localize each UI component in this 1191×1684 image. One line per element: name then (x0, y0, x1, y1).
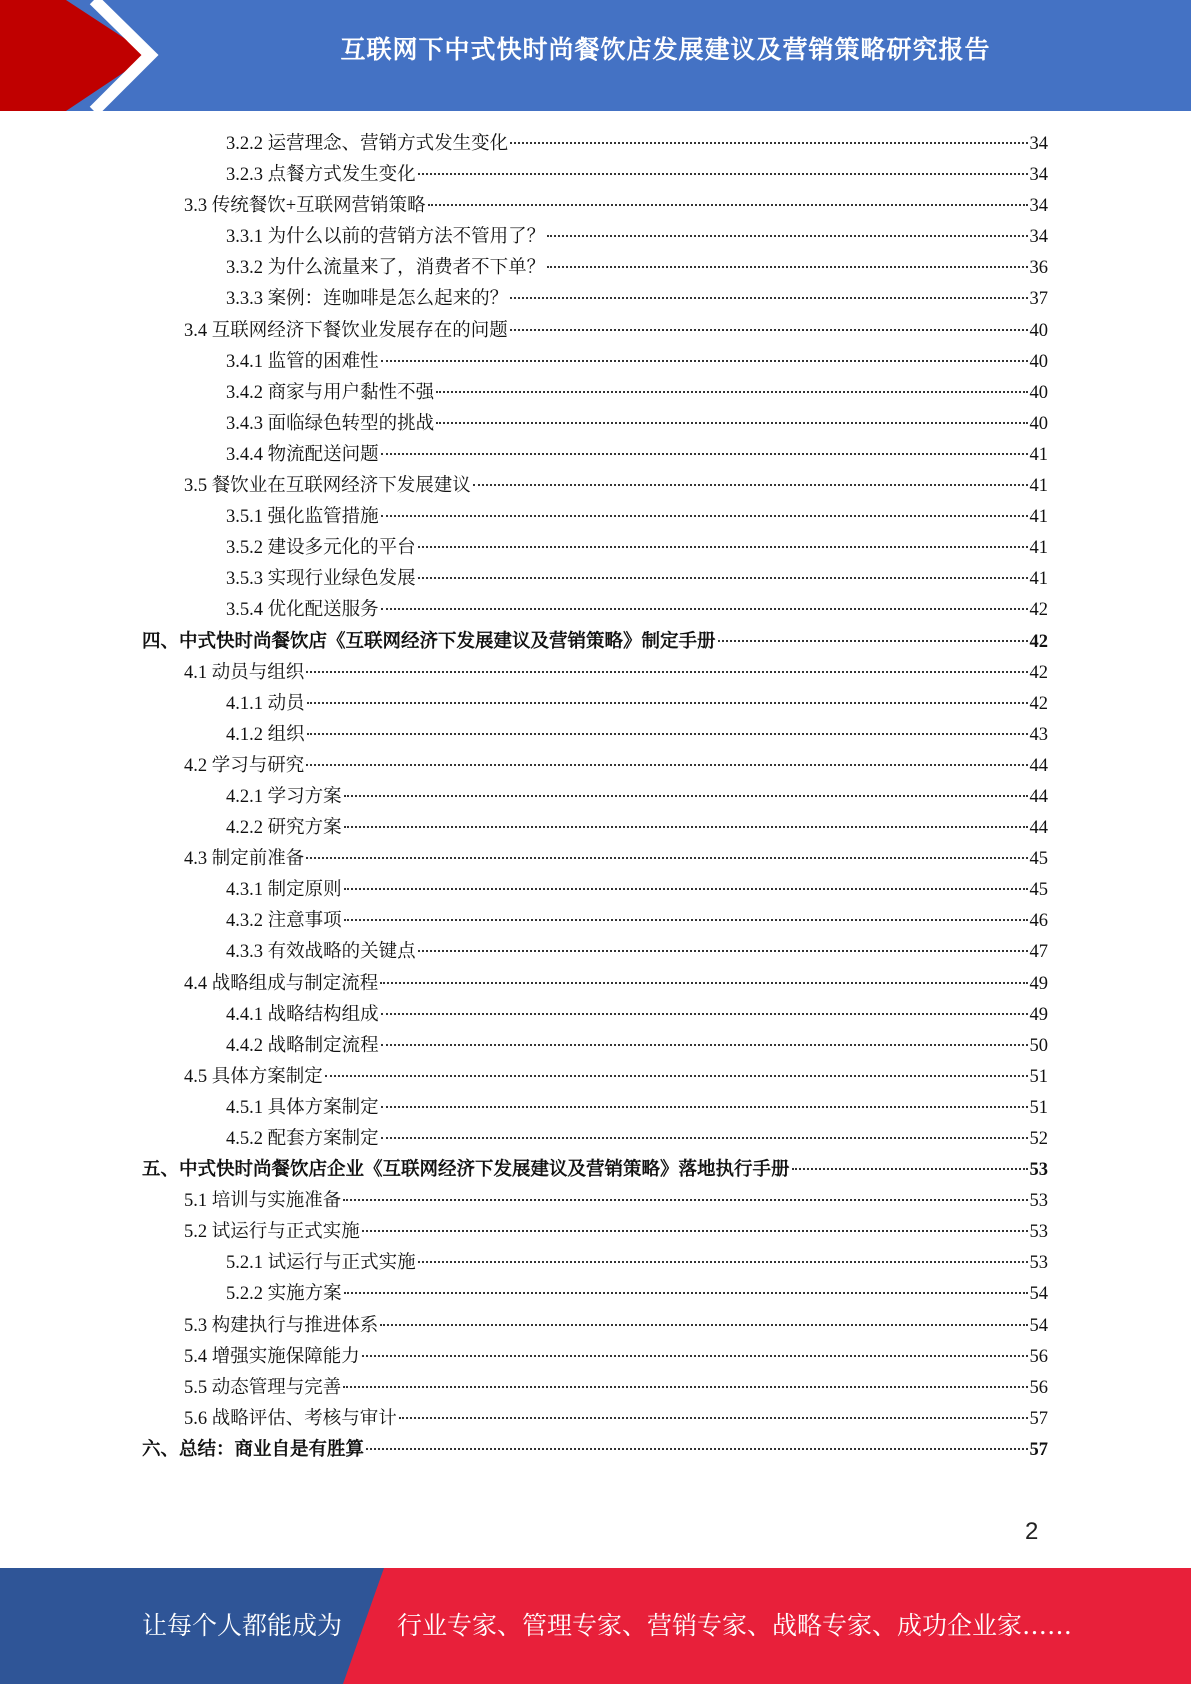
toc-entry-page: 42 (1029, 693, 1048, 714)
toc-entry-title: 实施方案 (267, 1284, 342, 1305)
toc-entry[interactable] (142, 1342, 1048, 1373)
toc-dot-leader (344, 918, 1028, 921)
footer-slogan-right: 行业专家、管理专家、营销专家、战略专家、成功企业家…… (397, 1611, 1073, 1640)
toc-entry-title: 动态管理与完善 (211, 1377, 342, 1398)
toc-entry-page: 41 (1029, 507, 1048, 528)
footer-slogan-left: 让每个人都能成为 (142, 1611, 343, 1640)
toc-entry-title: 试运行与正式实施 (211, 1222, 360, 1243)
toc-dot-leader (307, 732, 1028, 735)
toc-entry[interactable] (142, 1155, 1048, 1186)
toc-entry-number: 4.4 (184, 973, 212, 994)
toc-entry[interactable] (142, 1373, 1048, 1404)
toc-dot-leader (381, 1012, 1028, 1015)
toc-entry-page: 52 (1029, 1129, 1048, 1149)
toc-entry-title: 具体方案制定 (211, 1066, 323, 1087)
page-footer (0, 1568, 1191, 1684)
toc-entry-page: 44 (1029, 818, 1048, 839)
toc-entry-number: 5.4 (184, 1346, 212, 1367)
toc-entry[interactable] (142, 316, 1048, 347)
toc-entry[interactable] (142, 253, 1048, 284)
toc-entry-title: 学习与研究 (211, 755, 305, 776)
toc-dot-leader (381, 359, 1028, 362)
toc-entry-number: 4.3.3 (226, 942, 268, 963)
toc-entry[interactable] (142, 1248, 1048, 1279)
toc-entry-number: 4.4.1 (226, 1004, 268, 1025)
toc-entry-title: 商家与用户黏性不强 (267, 382, 435, 403)
toc-entry-title: 配套方案制定 (267, 1129, 379, 1149)
toc-entry-number: 4.1 (184, 662, 212, 683)
toc-dot-leader (325, 1074, 1028, 1077)
toc-entry[interactable] (142, 347, 1048, 378)
toc-entry[interactable] (142, 627, 1048, 658)
toc-entry-title: 战略评估、考核与审计 (211, 1408, 397, 1429)
toc-dot-leader (399, 1416, 1028, 1419)
toc-entry[interactable] (142, 906, 1048, 937)
toc-dot-leader (381, 1105, 1028, 1108)
toc-entry-number: 5.1 (184, 1191, 212, 1212)
toc-entry-title: 学习方案 (267, 786, 342, 807)
toc-entry-title: 制定前准备 (211, 849, 305, 870)
toc-entry[interactable] (142, 222, 1048, 253)
toc-dot-leader (366, 1447, 1027, 1450)
toc-entry-number: 4.1.1 (226, 693, 268, 714)
toc-dot-leader (381, 514, 1028, 517)
toc-entry-title: 动员与组织 (211, 662, 305, 683)
toc-dot-leader (436, 421, 1027, 424)
toc-dot-leader (418, 545, 1028, 548)
toc-dot-leader (418, 949, 1028, 952)
toc-entry-page: 54 (1029, 1315, 1048, 1336)
toc-entry-number: 3.4 (184, 320, 212, 341)
toc-entry[interactable] (142, 720, 1048, 751)
toc-entry-number: 4.3 (184, 849, 212, 870)
toc-dot-leader (718, 639, 1028, 642)
toc-entry-number: 4.2.2 (226, 818, 268, 839)
toc-dot-leader (418, 576, 1028, 579)
toc-entry[interactable] (142, 502, 1048, 533)
toc-entry-number: 4.5.2 (226, 1129, 268, 1149)
toc-dot-leader (473, 483, 1028, 486)
toc-entry-number: 4.4.2 (226, 1035, 268, 1056)
toc-entry-title: 有效战略的关键点 (267, 942, 416, 963)
toc-entry-title: 餐饮业在互联网经济下发展建议 (211, 476, 471, 497)
toc-entry-page: 41 (1029, 569, 1048, 590)
toc-entry-title: 增强实施保障能力 (211, 1346, 360, 1367)
toc-entry-page: 51 (1029, 1066, 1048, 1087)
toc-dot-leader (381, 607, 1028, 610)
toc-entry-number: 3.3 (184, 196, 212, 217)
toc-entry-title: 面临绿色转型的挑战 (267, 413, 435, 434)
toc-entry-title: 优化配送服务 (267, 600, 379, 621)
toc-entry-number: 4.3.2 (226, 911, 268, 932)
toc-entry-number: 4.5.1 (226, 1097, 268, 1118)
toc-entry-title: 培训与实施准备 (211, 1191, 342, 1212)
toc-entry-number: 5.6 (184, 1408, 212, 1429)
toc-entry[interactable] (142, 595, 1048, 626)
toc-entry-title: 运营理念、营销方式发生变化 (267, 134, 509, 154)
toc-entry-number: 3.3.2 (226, 258, 268, 279)
toc-dot-leader (381, 1043, 1028, 1046)
toc-entry-title: 强化监管措施 (267, 507, 379, 528)
toc-entry-number: 3.4.1 (226, 351, 268, 372)
toc-entry-page: 40 (1029, 351, 1048, 372)
toc-entry-title: 四、中式快时尚餐饮店《互联网经济下发展建议及营销策略》制定手册 (142, 631, 716, 652)
toc-dot-leader (362, 1229, 1028, 1232)
toc-entry-page: 41 (1029, 476, 1048, 497)
toc-dot-leader (547, 265, 1027, 268)
toc-entry[interactable] (142, 1031, 1048, 1062)
page-number: 2 (1025, 1518, 1039, 1545)
toc-entry[interactable] (142, 129, 1048, 160)
toc-entry[interactable] (142, 533, 1048, 564)
toc-entry-page: 42 (1029, 662, 1048, 683)
toc-entry-number: 5.2.1 (226, 1253, 268, 1274)
toc-dot-leader (344, 887, 1028, 890)
toc-entry-page: 36 (1029, 258, 1048, 279)
toc-dot-leader (510, 296, 1027, 299)
toc-entry-page: 34 (1029, 227, 1048, 248)
toc-entry-title: 构建执行与推进体系 (211, 1315, 379, 1336)
toc-entry[interactable] (142, 875, 1048, 906)
toc-entry[interactable] (142, 191, 1048, 222)
toc-entry-title: 建设多元化的平台 (267, 538, 416, 559)
toc-entry-title: 为什么流量来了，消费者不下单？ (267, 258, 546, 279)
toc-entry[interactable] (142, 751, 1048, 782)
toc-entry-title: 具体方案制定 (267, 1097, 379, 1118)
toc-entry-page: 34 (1029, 134, 1048, 154)
toc-entry-page: 56 (1029, 1346, 1048, 1367)
toc-entry-page: 53 (1029, 1160, 1048, 1181)
toc-dot-leader (547, 234, 1027, 237)
toc-entry-number: 5.2 (184, 1222, 212, 1243)
toc-entry-page: 56 (1029, 1377, 1048, 1398)
toc-entry-page: 53 (1029, 1222, 1048, 1243)
toc-entry-number: 3.5.2 (226, 538, 268, 559)
toc-entry[interactable] (142, 1435, 1048, 1466)
toc-entry[interactable] (142, 160, 1048, 191)
toc-entry-title: 六、总结：商业自是有胜算 (142, 1439, 365, 1460)
toc-dot-leader (436, 390, 1027, 393)
toc-dot-leader (362, 1354, 1028, 1357)
toc-dot-leader (306, 856, 1027, 859)
toc-entry-page: 34 (1029, 196, 1048, 217)
toc-entry-page: 57 (1029, 1408, 1048, 1429)
toc-dot-leader (380, 1323, 1027, 1326)
toc-entry-number: 3.4.3 (226, 413, 268, 434)
toc-entry-title: 五、中式快时尚餐饮店企业《互联网经济下发展建议及营销策略》落地执行手册 (142, 1160, 790, 1181)
toc-dot-leader (381, 1136, 1028, 1139)
toc-entry-page: 57 (1029, 1439, 1048, 1460)
toc-entry[interactable] (142, 378, 1048, 409)
toc-entry-number: 3.3.1 (226, 227, 268, 248)
toc-entry-number: 4.1.2 (226, 724, 268, 745)
toc-entry-page: 41 (1029, 538, 1048, 559)
toc-entry-number: 3.5 (184, 476, 212, 497)
toc-entry-page: 37 (1029, 289, 1048, 310)
toc-entry-page: 40 (1029, 413, 1048, 434)
toc-dot-leader (307, 701, 1028, 704)
toc-entry-title: 注意事项 (267, 911, 342, 932)
toc-entry[interactable] (142, 1217, 1048, 1248)
toc-entry-title: 动员 (267, 693, 305, 714)
toc-entry-page: 42 (1029, 600, 1048, 621)
toc-entry[interactable] (142, 1404, 1048, 1435)
toc-entry-title: 互联网经济下餐饮业发展存在的问题 (211, 320, 508, 341)
toc-entry-page: 53 (1029, 1191, 1048, 1212)
toc-entry-number: 3.4.4 (226, 444, 268, 465)
toc-entry[interactable] (142, 1279, 1048, 1310)
toc-entry[interactable] (142, 1000, 1048, 1031)
toc-entry-number: 4.3.1 (226, 880, 268, 901)
toc-entry[interactable] (142, 689, 1048, 720)
toc-entry[interactable] (142, 1186, 1048, 1217)
toc-entry-title: 研究方案 (267, 818, 342, 839)
toc-dot-leader (344, 794, 1028, 797)
toc-entry[interactable] (142, 1093, 1048, 1124)
toc-dot-leader (418, 172, 1028, 175)
toc-entry[interactable] (142, 440, 1048, 471)
toc-entry-page: 44 (1029, 755, 1048, 776)
toc-entry-number: 3.4.2 (226, 382, 268, 403)
toc-entry-page: 44 (1029, 786, 1048, 807)
toc-entry-number: 5.2.2 (226, 1284, 268, 1305)
toc-entry[interactable] (142, 1311, 1048, 1342)
toc-entry-title: 传统餐饮+互联网营销策略 (211, 196, 426, 217)
toc-entry-title: 实现行业绿色发展 (267, 569, 416, 590)
toc-entry-title: 为什么以前的营销方法不管用了？ (267, 227, 546, 248)
toc-dot-leader (510, 328, 1028, 331)
toc-entry-page: 49 (1029, 973, 1048, 994)
toc-entry[interactable] (142, 564, 1048, 595)
toc-entry-title: 试运行与正式实施 (267, 1253, 416, 1274)
toc-dot-leader (306, 763, 1027, 766)
toc-entry-page: 45 (1029, 849, 1048, 870)
toc-entry-number: 3.5.1 (226, 507, 268, 528)
toc-entry-title: 战略组成与制定流程 (211, 973, 379, 994)
toc-dot-leader (343, 1198, 1027, 1201)
toc-entry-page: 50 (1029, 1035, 1048, 1056)
toc-entry[interactable] (142, 284, 1048, 315)
toc-entry-title: 点餐方式发生变化 (267, 165, 416, 186)
toc-entry-page: 34 (1029, 165, 1048, 186)
toc-dot-leader (428, 203, 1028, 206)
toc-entry-number: 3.2.3 (226, 165, 268, 186)
toc-entry-number: 4.2 (184, 755, 212, 776)
toc-entry[interactable] (142, 658, 1048, 689)
toc-entry[interactable] (142, 782, 1048, 813)
toc-entry-number: 4.5 (184, 1066, 212, 1087)
toc-entry[interactable] (142, 937, 1048, 968)
toc-entry-page: 40 (1029, 320, 1048, 341)
toc-entry-title: 制定原则 (267, 880, 342, 901)
toc-entry-page: 49 (1029, 1004, 1048, 1025)
table-of-contents (142, 129, 1048, 1466)
toc-entry-page: 47 (1029, 942, 1048, 963)
toc-entry[interactable] (142, 409, 1048, 440)
toc-entry-number: 5.3 (184, 1315, 212, 1336)
toc-entry-page: 45 (1029, 880, 1048, 901)
toc-dot-leader (344, 825, 1028, 828)
toc-entry-page: 54 (1029, 1284, 1048, 1305)
toc-dot-leader (381, 452, 1028, 455)
toc-entry-page: 40 (1029, 382, 1048, 403)
toc-entry-page: 42 (1029, 631, 1048, 652)
toc-entry-title: 战略制定流程 (267, 1035, 379, 1056)
toc-dot-leader (418, 1260, 1028, 1263)
toc-entry-page: 43 (1029, 724, 1048, 745)
toc-dot-leader (344, 1291, 1028, 1294)
toc-entry-title: 战略结构组成 (267, 1004, 379, 1025)
toc-entry-number: 3.2.2 (226, 134, 268, 154)
toc-entry-title: 案例：连咖啡是怎么起来的？ (267, 289, 509, 310)
toc-entry[interactable] (142, 1124, 1048, 1155)
document-title: 互联网下中式快时尚餐饮店发展建议及营销策略研究报告 (340, 35, 991, 64)
toc-entry[interactable] (142, 813, 1048, 844)
toc-entry-title: 物流配送问题 (267, 444, 379, 465)
toc-entry-page: 46 (1029, 911, 1048, 932)
toc-entry-page: 41 (1029, 444, 1048, 465)
toc-entry[interactable] (142, 844, 1048, 875)
toc-entry-page: 53 (1029, 1253, 1048, 1274)
toc-entry-number: 5.5 (184, 1377, 212, 1398)
toc-entry-number: 3.5.4 (226, 600, 268, 621)
toc-dot-leader (792, 1167, 1028, 1170)
toc-dot-leader (306, 670, 1027, 673)
toc-dot-leader (343, 1385, 1027, 1388)
toc-entry-number: 3.3.3 (226, 289, 268, 310)
toc-dot-leader (380, 981, 1027, 984)
toc-entry[interactable] (142, 471, 1048, 502)
toc-entry-page: 51 (1029, 1097, 1048, 1118)
toc-entry[interactable] (142, 969, 1048, 1000)
toc-entry[interactable] (142, 1062, 1048, 1093)
toc-entry-title: 组织 (267, 724, 305, 745)
toc-entry-number: 4.2.1 (226, 786, 268, 807)
toc-entry-title: 监管的困难性 (267, 351, 379, 372)
toc-dot-leader (510, 141, 1027, 144)
page-header (0, 0, 1191, 111)
toc-entry-number: 3.5.3 (226, 569, 268, 590)
